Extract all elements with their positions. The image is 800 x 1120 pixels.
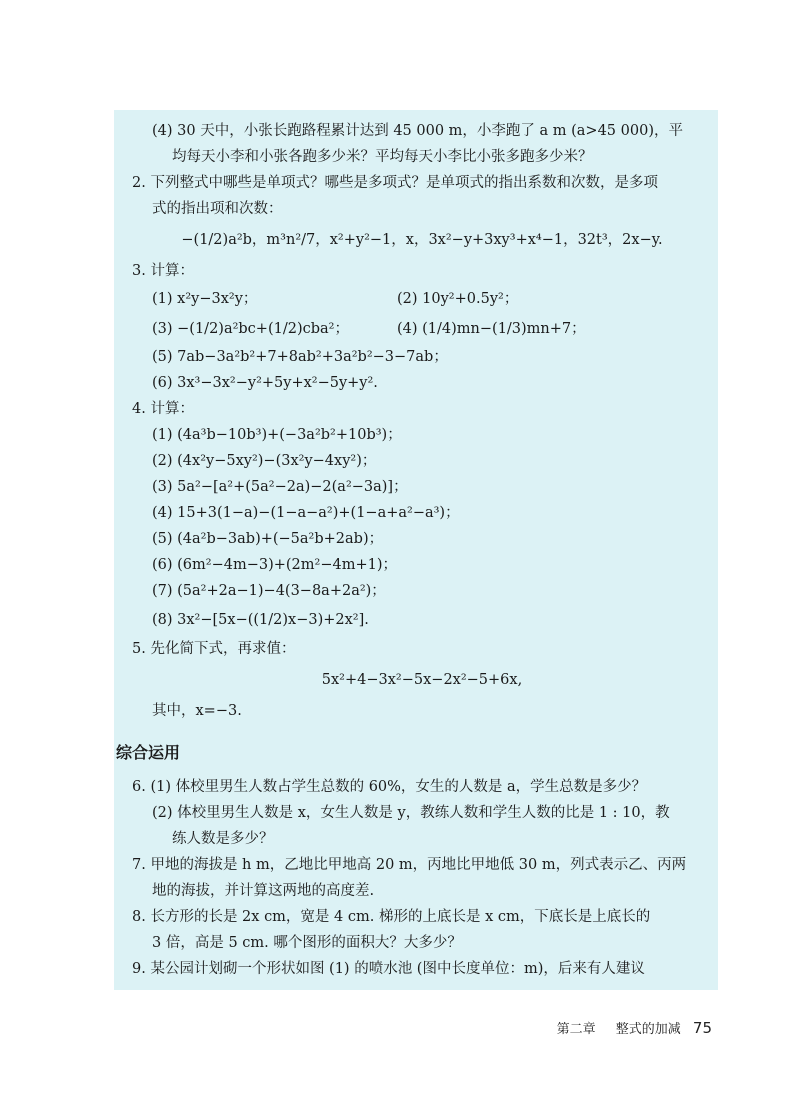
problem-4-4: (4) 15+3(1−a)−(1−a−a²)+(1−a+a²−a³)； [152,505,460,521]
problem-4-8: (8) 3x²−[5x−((1/2)x−3)+2x²]. [152,612,369,628]
problem-3-2: (2) 10y²+0.5y²； [397,291,519,307]
exercise-content [116,118,712,982]
problem-6-2-line-2: 练人数是多少？ [172,831,274,847]
problem-3-row-1 [132,284,712,314]
problem-3-row-2 [132,314,712,344]
problem-3-1: (1) x²y−3x²y； [152,291,258,307]
problem-6-2-line-1: (2) 体校里男生人数是 x，女生人数是 y，教练人数和学生人数的比是 1 : 10，教 [152,805,670,821]
problem-2-line-1: 2. 下列整式中哪些是单项式？哪些是多项式？是单项式的指出系数和次数，是多项 [132,175,658,191]
problem-4-6: (6) (6m²−4m−3)+(2m²−4m+1)； [152,557,397,573]
problem-9-line-1: 9. 某公园计划砌一个形状如图 (1) 的喷水池 (图中长度单位：m)，后来有人建议 [132,961,645,977]
problem-1-4-line-2: 均每天小李和小张各跑多少米？平均每天小李比小张多跑多少米？ [172,149,593,165]
page-number: 75 [692,1019,712,1037]
problem-2-line-2: 式的指出项和次数： [152,201,283,217]
problem-4-7: (7) (5a²+2a−1)−4(3−8a+2a²)； [152,583,386,599]
problem-7-line-1: 7. 甲地的海拔是 h m，乙地比甲地高 20 m，丙地比甲地低 30 m，列式表示乙、丙两 [132,857,687,873]
problem-3-5: (5) 7ab−3a²b²+7+8ab²+3a²b²−3−7ab； [152,349,448,365]
problem-5-expression: 5x²+4−3x²−5x−2x²−5+6x, [321,672,523,688]
problem-3-title: 3. 计算： [132,263,194,279]
chapter-label: 第二章 [556,1022,596,1037]
section-title-comprehensive: 综合运用 [116,743,181,762]
problem-5-condition: 其中，x=−3. [152,703,242,719]
problem-2-expression: −(1/2)a²b，m³n²/7，x²+y²−1，x，3x²−y+3xy³+x⁴−1，32t³，2x−y. [181,232,663,248]
page-footer [557,1018,712,1037]
problem-4-2: (2) (4x²y−5xy²)−(3x²y−4xy²)； [152,453,377,469]
problem-4-1: (1) (4a³b−10b³)+(−3a²b²+10b³)； [152,427,402,443]
problem-8-line-1: 8. 长方形的长是 2x cm，宽是 4 cm. 梯形的上底长是 x cm，下底长是上底长的 [132,909,651,925]
problem-3-6: (6) 3x³−3x²−y²+5y+x²−5y+y². [152,375,378,391]
problem-7-line-2: 地的海拔，并计算这两地的高度差. [152,883,375,899]
problem-3-3: (3) −(1/2)a²bc+(1/2)cba²； [152,321,349,337]
problem-8-line-2: 3 倍，高是 5 cm. 哪个图形的面积大？大多少？ [152,935,462,951]
problem-4-title: 4. 计算： [132,401,194,417]
problem-3-4: (4) (1/4)mn−(1/3)mn+7； [397,321,586,337]
problem-1-4-line-1: (4) 30 天中，小张长跑路程累计达到 45 000 m，小李跑了 a m (a>45 000)，平 [152,123,683,139]
problem-6-1: 6. (1) 体校里男生人数占学生总数的 60%，女生的人数是 a，学生总数是多少？ [132,779,647,795]
problem-4-3: (3) 5a²−[a²+(5a²−2a)−2(a²−3a)]； [152,479,408,495]
problem-4-5: (5) (4a²b−3ab)+(−5a²b+2ab)； [152,531,384,547]
problem-5-title: 5. 先化简下式，再求值： [132,641,296,657]
chapter-title: 整式的加减 [615,1022,681,1037]
